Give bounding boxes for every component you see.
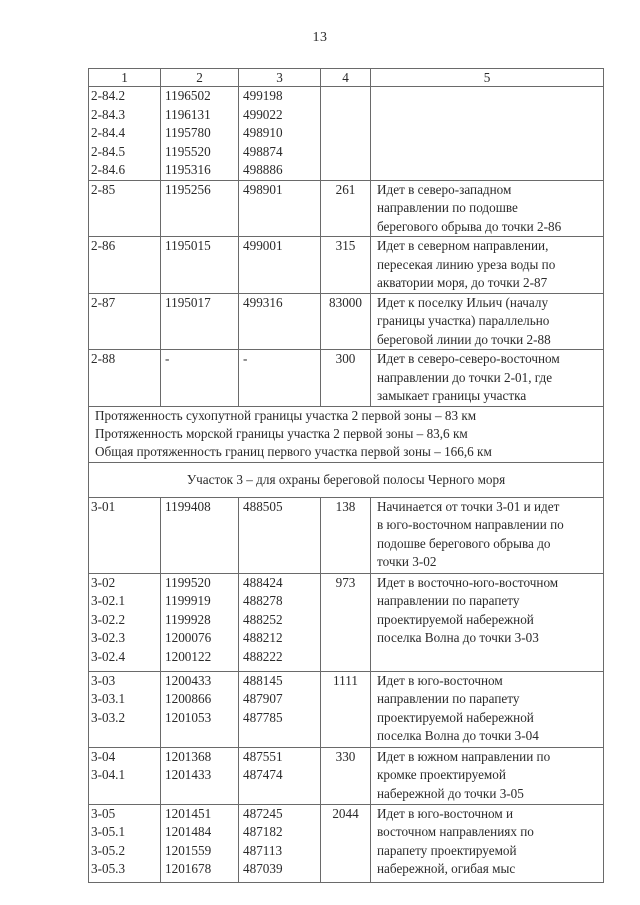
column-header: 4	[321, 69, 371, 87]
page-number: 13	[312, 30, 328, 45]
point-cell: 3-04 3-04.1	[89, 747, 161, 804]
table-row	[89, 180, 604, 237]
description-cell: Идет в северо-северо-восточном направлении до точки 2-01, где замыкает границы участка	[371, 350, 604, 407]
length-cell: 973	[321, 573, 371, 671]
point-cell: 3-02 3-02.1 3-02.2 3-02.3 3-02.4	[89, 573, 161, 671]
description-cell: Начинается от точки 3-01 и идет в юго-восточном направлении по подошве берегового обрыва до точки 3-02	[371, 497, 604, 573]
table-row	[89, 350, 604, 407]
point-cell: 3-03 3-03.1 3-03.2	[89, 671, 161, 747]
boundary-table	[88, 68, 604, 883]
length-cell: 138	[321, 497, 371, 573]
length-cell: 315	[321, 237, 371, 294]
table-row	[89, 573, 604, 671]
description-cell	[371, 87, 604, 181]
y-coordinate-cell: 499001	[239, 237, 321, 294]
table-row	[89, 497, 604, 573]
table-row	[89, 804, 604, 882]
y-coordinate-cell: 499198 499022 498910 498874 498886	[239, 87, 321, 181]
description-cell: Идет в юго-восточном направлении по парапету проектируемой набережной поселка Волна до точки 3-04	[371, 671, 604, 747]
description-cell: Идет в северо-западном направлении по подошве берегового обрыва до точки 2-86	[371, 180, 604, 237]
land-boundary-length: Протяженность сухопутной границы участка 2 первой зоны – 83 км	[95, 407, 477, 423]
table-row	[89, 671, 604, 747]
point-cell: 3-01	[89, 497, 161, 573]
point-cell: 2-88	[89, 350, 161, 407]
point-cell: 3-05 3-05.1 3-05.2 3-05.3	[89, 804, 161, 882]
x-coordinate-cell: 1201451 1201484 1201559 1201678	[161, 804, 239, 882]
table-row	[89, 747, 604, 804]
y-coordinate-cell: 488505	[239, 497, 321, 573]
section-title-row	[89, 462, 604, 497]
point-cell: 2-86	[89, 237, 161, 294]
table-row	[89, 293, 604, 350]
sea-boundary-length: Протяженность морской границы участка 2 первой зоны – 83,6 км	[95, 425, 468, 441]
x-coordinate-cell: 1200433 1200866 1201053	[161, 671, 239, 747]
description-cell: Идет в восточно-юго-восточном направлении по парапету проектируемой набережной поселка Волна до точки 3-03	[371, 573, 604, 671]
table-header-row	[89, 69, 604, 87]
table-row	[89, 237, 604, 294]
column-header: 2	[161, 69, 239, 87]
description-cell: Идет в юго-восточном и восточном направлениях по парапету проектируемой набережной, огибая мыс	[371, 804, 604, 882]
x-coordinate-cell: 1201368 1201433	[161, 747, 239, 804]
y-coordinate-cell: 487245 487182 487113 487039	[239, 804, 321, 882]
y-coordinate-cell: 488424 488278 488252 488212 488222	[239, 573, 321, 671]
x-coordinate-cell: 1195017	[161, 293, 239, 350]
description-cell: Идет в южном направлении по кромке проектируемой набережной до точки 3-05	[371, 747, 604, 804]
x-coordinate-cell: 1196502 1196131 1195780 1195520 1195316	[161, 87, 239, 181]
length-cell: 330	[321, 747, 371, 804]
description-cell: Идет к поселку Ильич (началу границы участка) параллельно береговой линии до точки 2-88	[371, 293, 604, 350]
point-cell: 2-87	[89, 293, 161, 350]
column-header: 1	[89, 69, 161, 87]
summary-row	[89, 406, 604, 462]
length-cell: 261	[321, 180, 371, 237]
column-header: 3	[239, 69, 321, 87]
point-cell: 2-84.2 2-84.3 2-84.4 2-84.5 2-84.6	[89, 87, 161, 181]
x-coordinate-cell: -	[161, 350, 239, 407]
table-row	[89, 87, 604, 181]
x-coordinate-cell: 1199408	[161, 497, 239, 573]
y-coordinate-cell: 498901	[239, 180, 321, 237]
section-title: Участок 3 – для охраны береговой полосы Черного моря	[89, 462, 604, 497]
length-cell: 1111	[321, 671, 371, 747]
x-coordinate-cell: 1199520 1199919 1199928 1200076 1200122	[161, 573, 239, 671]
total-boundary-length: Общая протяженность границ первого участка первой зоны – 166,6 км	[95, 443, 492, 459]
summary-cell	[89, 406, 604, 462]
y-coordinate-cell: -	[239, 350, 321, 407]
column-header: 5	[371, 69, 604, 87]
y-coordinate-cell: 499316	[239, 293, 321, 350]
x-coordinate-cell: 1195015	[161, 237, 239, 294]
length-cell: 300	[321, 350, 371, 407]
y-coordinate-cell: 488145 487907 487785	[239, 671, 321, 747]
description-cell: Идет в северном направлении, пересекая линию уреза воды по акватории моря, до точки 2-87	[371, 237, 604, 294]
y-coordinate-cell: 487551 487474	[239, 747, 321, 804]
length-cell	[321, 87, 371, 181]
x-coordinate-cell: 1195256	[161, 180, 239, 237]
length-cell: 83000	[321, 293, 371, 350]
point-cell: 2-85	[89, 180, 161, 237]
length-cell: 2044	[321, 804, 371, 882]
